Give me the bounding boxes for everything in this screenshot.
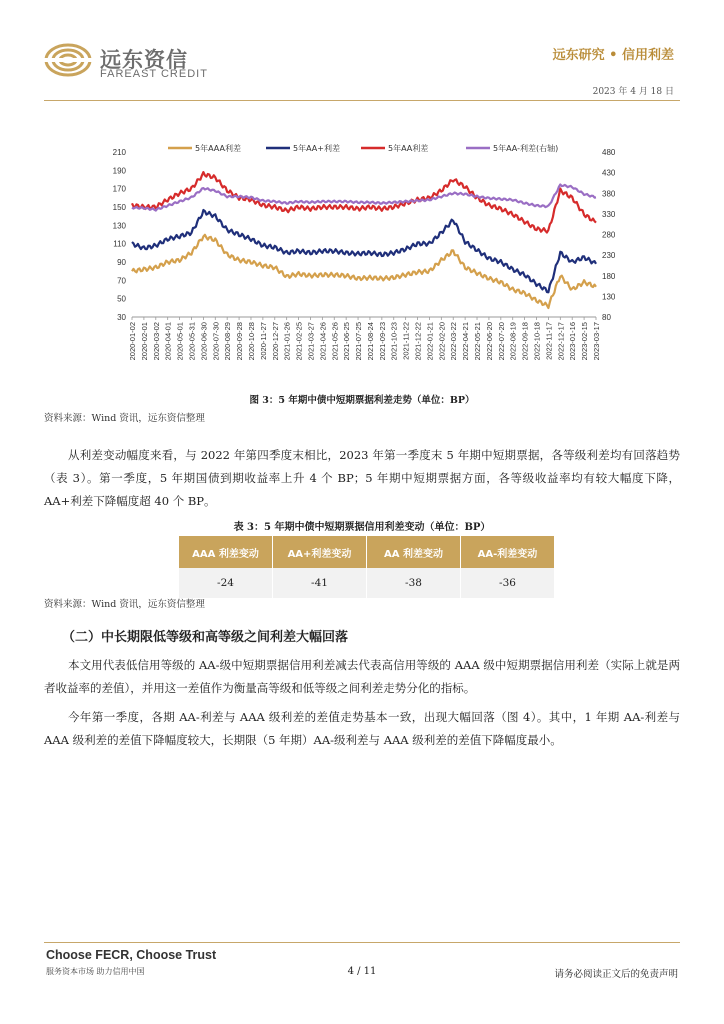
table-cell-aa: -38 <box>367 568 461 598</box>
x-tick-label: 2022-05-21 <box>473 322 483 361</box>
x-tick-label: 2023-03-17 <box>592 322 601 361</box>
x-tick-label: 2021-12-22 <box>413 322 423 361</box>
footer-subslogan: 服务资本市场 助力信用中国 <box>46 967 145 976</box>
x-tick-label: 2022-07-20 <box>496 322 506 361</box>
y-left-tick-label: 130 <box>112 221 126 231</box>
legend-label: 5年AA+利差 <box>293 144 340 153</box>
x-tick-label: 2022-12-17 <box>556 322 566 361</box>
footer-divider <box>44 942 680 943</box>
table-header-aaa: AAA 利差变动 <box>179 536 273 568</box>
report-date: 2023 年 4 月 18 日 <box>592 87 674 97</box>
paragraph-q1-trend: 今年第一季度，各期 AA-利差与 AAA 级利差的差值走势基本一致，出现大幅回落（图 4）。其中，1 年期 AA-利差与 AAA 级利差的差值下降幅度较大，长期限（5 年期）AA-级利差与 AAA 级利差的差值下降幅度最小。 <box>44 710 680 747</box>
x-tick-label: 2022-10-18 <box>532 322 542 361</box>
table-cell-aa-minus: -36 <box>461 568 555 598</box>
x-tick-label: 2020-10-28 <box>246 322 256 361</box>
y-right-tick-label: 80 <box>602 313 611 322</box>
y-left-tick-label: 190 <box>112 166 126 176</box>
paragraph-spread-change: 从利差变动幅度来看，与 2022 年第四季度末相比，2023 年第一季度末 5 年期中短期票据，各等级利差均有回落趋势（表 3）。第一季度，5 年期国债到期收益率上升 4 个 BP；5 年期中短期票据方面，各等级收益率均有较大幅度下降，AA+利差下降幅度超 40 个 BP。 <box>44 448 680 508</box>
y-right-tick-label: 430 <box>602 168 616 178</box>
legend-label: 5年AA-利差(右轴) <box>493 144 559 153</box>
y-right-tick-label: 480 <box>602 148 616 157</box>
y-left-tick-label: 110 <box>113 239 126 249</box>
x-tick-label: 2023-02-15 <box>580 321 590 361</box>
y-right-tick-label: 180 <box>602 271 616 281</box>
x-tick-label: 2021-02-25 <box>294 322 304 361</box>
page-number: 4 / 11 <box>347 966 377 977</box>
figure-3-source: 资料来源：Wind 资讯，远东资信整理 <box>44 413 205 424</box>
x-tick-label: 2021-01-26 <box>282 322 292 361</box>
table-cell-aa-plus: -41 <box>273 568 367 598</box>
x-tick-label: 2021-06-25 <box>342 322 352 361</box>
y-right-tick-label: 280 <box>602 230 616 240</box>
section-heading: （二）中长期限低等级和高等级之间利差大幅回落 <box>62 630 349 645</box>
x-tick-label: 2020-11-27 <box>258 322 268 360</box>
x-tick-label: 2020-09-28 <box>235 322 245 361</box>
logo-text-cn: 远东资信 <box>100 48 188 72</box>
x-tick-label: 2022-06-20 <box>484 322 494 361</box>
x-tick-label: 2020-06-30 <box>199 322 209 361</box>
y-left-tick-label: 170 <box>112 184 126 194</box>
y-left-tick-label: 210 <box>112 148 126 157</box>
x-tick-label: 2022-08-19 <box>508 322 518 361</box>
y-left-tick-label: 30 <box>117 313 126 322</box>
figure-3-caption: 图 3：5 年期中债中短期票据利差走势（单位：BP） <box>249 395 475 406</box>
y-left-tick-label: 50 <box>117 294 126 304</box>
report-series: 远东研究 • 信用利差 <box>552 48 674 63</box>
table-header-aa-plus: AA+利差变动 <box>273 536 367 568</box>
x-tick-label: 2022-01-21 <box>425 322 435 361</box>
paragraph-method: 本文用代表低信用等级的 AA-级中短期票据信用利差减去代表高信用等级的 AAA 级中短期票据信用利差（实际上就是两者收益率的差值），并用这一差值作为衡量高等级和低等级之间利差走势分化的指标。 <box>44 658 680 695</box>
x-tick-label: 2021-07-25 <box>354 322 364 361</box>
x-tick-label: 2022-11-17 <box>544 322 554 360</box>
x-tick-label: 2022-02-20 <box>437 322 447 361</box>
legend-label: 5年AA利差 <box>388 144 429 153</box>
y-right-tick-label: 330 <box>602 209 616 219</box>
x-tick-label: 2020-12-27 <box>270 322 280 361</box>
x-tick-label: 2021-03-27 <box>306 322 316 361</box>
series-line <box>132 235 596 308</box>
x-tick-label: 2020-05-31 <box>187 322 197 361</box>
figure-3-chart <box>96 140 636 380</box>
x-tick-label: 2020-07-30 <box>211 322 221 361</box>
x-tick-label: 2021-10-23 <box>389 322 399 361</box>
x-tick-label: 2020-04-01 <box>163 322 173 361</box>
spread-line-chart <box>96 140 636 380</box>
fareast-logo-icon <box>44 42 92 78</box>
x-tick-label: 2021-05-26 <box>330 322 340 361</box>
y-left-tick-label: 150 <box>112 203 126 212</box>
x-tick-label: 2021-08-24 <box>365 322 375 361</box>
x-tick-label: 2020-08-29 <box>223 322 233 361</box>
y-right-tick-label: 130 <box>602 292 616 302</box>
x-tick-label: 2022-09-18 <box>520 322 530 361</box>
table-header-aa: AA 利差变动 <box>367 536 461 568</box>
x-tick-label: 2021-11-22 <box>401 322 411 360</box>
table-3 <box>179 536 554 598</box>
x-tick-label: 2021-04-26 <box>318 322 328 361</box>
y-left-tick-label: 90 <box>117 258 126 267</box>
table-cell-aaa: -24 <box>179 568 273 598</box>
x-tick-label: 2023-01-16 <box>568 322 578 361</box>
logo-text-en: FAREAST CREDIT <box>100 68 208 80</box>
page-header <box>0 0 724 100</box>
y-right-tick-label: 380 <box>602 189 616 199</box>
y-right-tick-label: 230 <box>602 251 616 261</box>
x-tick-label: 2020-05-01 <box>175 322 185 361</box>
legend-label: 5年AAA利差 <box>195 144 241 153</box>
x-tick-label: 2021-09-23 <box>377 322 387 361</box>
x-tick-label: 2020-01-02 <box>128 322 137 361</box>
footer-disclaimer: 请务必阅读正文后的免责声明 <box>554 969 678 980</box>
x-tick-label: 2022-04-21 <box>461 322 471 361</box>
x-tick-label: 2022-03-22 <box>449 322 459 361</box>
table-3-source: 资料来源：Wind 资讯，远东资信整理 <box>44 599 205 610</box>
y-left-tick-label: 70 <box>117 276 126 286</box>
x-tick-label: 2020-03-02 <box>151 322 161 361</box>
x-tick-label: 2020-02-01 <box>139 322 149 361</box>
table-3-caption: 表 3：5 年期中债中短期票据信用利差变动（单位：BP） <box>233 522 491 533</box>
table-header-aa-minus: AA-利差变动 <box>461 536 555 568</box>
header-divider <box>44 100 680 101</box>
footer-slogan: Choose FECR, Choose Trust <box>46 948 217 962</box>
